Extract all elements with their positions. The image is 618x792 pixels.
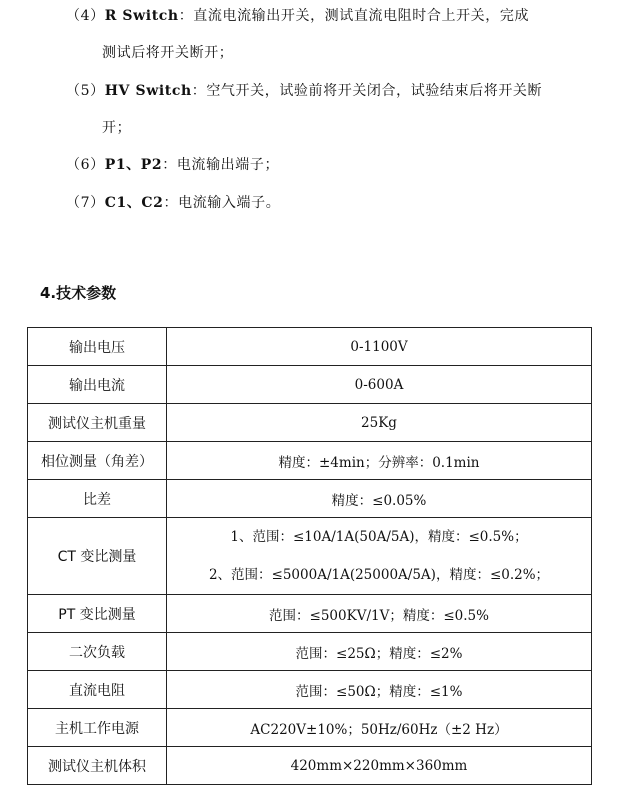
table-row [28, 633, 592, 671]
item-key: R Switch [104, 8, 179, 24]
param-name: 输出电压 [28, 328, 167, 366]
item-text: ：电流输出端子； [162, 157, 280, 173]
item-text: ：空气开关，试验前将开关闭合，试验结束后将开关断 [191, 83, 543, 99]
item-text: ：直流电流输出开关，测试直流电阻时合上开关，完成 [178, 8, 530, 24]
list-item-r-switch [66, 6, 529, 26]
param-name: 比差 [28, 480, 167, 518]
table-row [28, 709, 592, 747]
list-item-c1-c2 [66, 193, 280, 213]
table-row [28, 480, 592, 518]
param-value: 25Kg [167, 404, 592, 442]
item-number: （5） [66, 83, 105, 99]
param-value: 范围：≤500KV/1V；精度：≤0.5% [167, 595, 592, 633]
param-value: 精度：≤0.05% [167, 480, 592, 518]
list-item-hv-switch [66, 81, 542, 101]
param-value: 精度：±4min；分辨率：0.1min [167, 442, 592, 480]
item-key: C1、C2 [104, 195, 164, 211]
param-value-line: 2、范围：≤5000A/1A(25000A/5A)，精度：≤0.2%； [208, 567, 550, 583]
item-number: （6） [66, 157, 105, 173]
item-text: ：电流输入端子。 [163, 195, 281, 211]
param-name: 主机工作电源 [28, 709, 167, 747]
item-continuation: 测试后将开关断开； [102, 45, 234, 61]
table-row [28, 518, 592, 595]
param-name: 输出电流 [28, 366, 167, 404]
param-name: CT 变比测量 [28, 518, 167, 595]
param-value: 范围：≤25Ω；精度：≤2% [167, 633, 592, 671]
table-row [28, 595, 592, 633]
param-value-multi [167, 518, 592, 595]
param-value-line: 1、范围：≤10A/1A(50A/5A)，精度：≤0.5%； [230, 529, 528, 545]
table-row [28, 404, 592, 442]
table-row [28, 366, 592, 404]
param-name: 测试仪主机重量 [28, 404, 167, 442]
item-continuation: 开； [102, 120, 132, 136]
table-row [28, 747, 592, 785]
list-item-p1-p2 [66, 155, 279, 175]
param-name: 二次负载 [28, 633, 167, 671]
table-row [28, 442, 592, 480]
item-number: （4） [66, 8, 105, 24]
param-value: 范围：≤50Ω；精度：≤1% [167, 671, 592, 709]
param-name: 测试仪主机体积 [28, 747, 167, 785]
param-value: 0-1100V [167, 328, 592, 366]
item-key: HV Switch [104, 83, 192, 99]
item-key: P1、P2 [104, 157, 163, 173]
item-number: （7） [66, 195, 105, 211]
param-name: 相位测量（角差） [28, 442, 167, 480]
table-row [28, 328, 592, 366]
param-value: 420mm×220mm×360mm [167, 747, 592, 785]
param-value: AC220V±10%；50Hz/60Hz（±2 Hz） [167, 709, 592, 747]
param-name: PT 变比测量 [28, 595, 167, 633]
table-row [28, 671, 592, 709]
spec-table [27, 327, 592, 785]
param-value: 0-600A [167, 366, 592, 404]
param-name: 直流电阻 [28, 671, 167, 709]
section-heading: 4.技术参数 [40, 284, 117, 302]
